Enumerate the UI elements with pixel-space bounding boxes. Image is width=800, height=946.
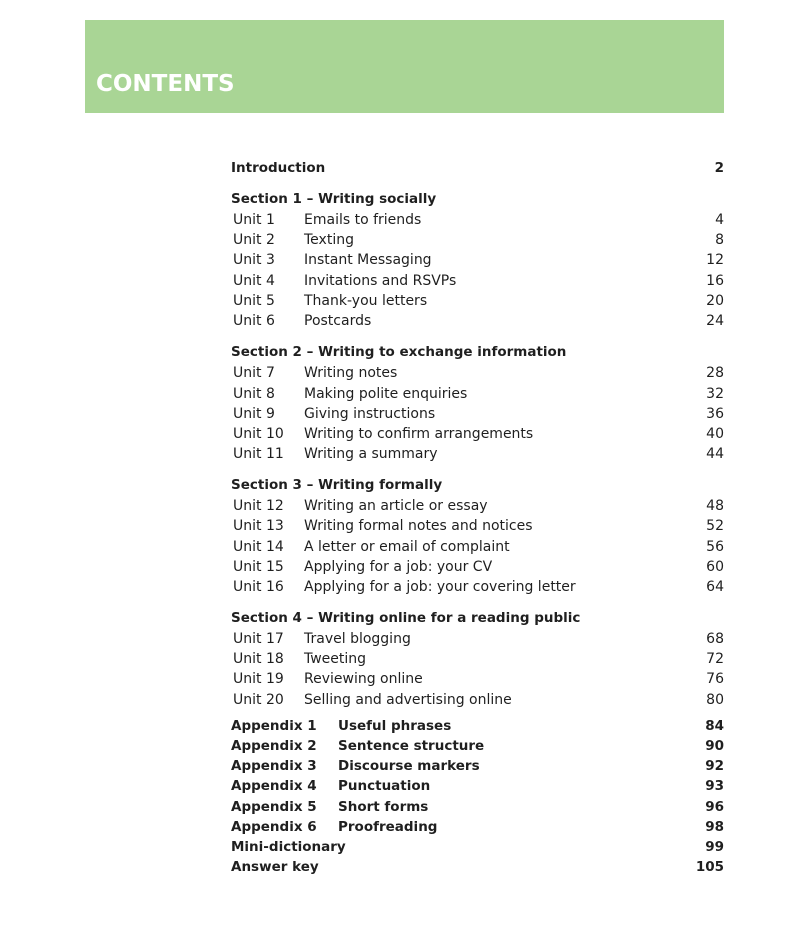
- unit-title: Making polite enquiries: [304, 386, 468, 402]
- section-heading-text: Section 2 – Writing to exchange information: [231, 344, 567, 360]
- unit-page: 60: [706, 559, 724, 575]
- appendix-number: Appendix 3: [231, 758, 317, 774]
- section-heading-text: Section 3 – Writing formally: [231, 477, 443, 493]
- appendix-row: [231, 716, 724, 736]
- unit-row: [231, 649, 724, 669]
- unit-title: Invitations and RSVPs: [304, 273, 457, 289]
- unit-title: Giving instructions: [304, 406, 436, 422]
- toc-page-number: 2: [714, 160, 724, 176]
- unit-number: Unit 19: [233, 671, 284, 687]
- back-matter-row: [231, 837, 724, 857]
- unit-row: [231, 250, 724, 270]
- appendix-page: 93: [705, 778, 724, 794]
- toc-intro-label: Introduction: [231, 160, 326, 176]
- unit-page: 20: [706, 293, 724, 309]
- unit-title: Writing formal notes and notices: [304, 518, 533, 534]
- appendix-page: 98: [705, 819, 724, 835]
- back-matter-label: Mini-dictionary: [231, 839, 346, 855]
- unit-title: Emails to friends: [304, 212, 422, 228]
- unit-number: Unit 16: [233, 579, 284, 595]
- appendix-row: [231, 756, 724, 776]
- unit-page: 28: [706, 365, 724, 381]
- unit-title: Writing to confirm arrangements: [304, 426, 534, 442]
- unit-row: [231, 230, 724, 250]
- unit-row: [231, 404, 724, 424]
- appendix-title: Short forms: [338, 799, 429, 815]
- unit-number: Unit 3: [233, 252, 275, 268]
- unit-title: Writing a summary: [304, 446, 438, 462]
- unit-number: Unit 13: [233, 518, 284, 534]
- contents-banner: [85, 20, 724, 113]
- unit-title: Selling and advertising online: [304, 692, 512, 708]
- unit-row: [231, 291, 724, 311]
- unit-number: Unit 4: [233, 273, 275, 289]
- section-heading: [231, 608, 724, 628]
- unit-page: 76: [706, 671, 724, 687]
- unit-number: Unit 6: [233, 313, 275, 329]
- section-heading: [231, 342, 724, 362]
- unit-number: Unit 18: [233, 651, 284, 667]
- unit-number: Unit 2: [233, 232, 275, 248]
- unit-title: Applying for a job: your CV: [304, 559, 493, 575]
- appendix-title: Useful phrases: [338, 718, 452, 734]
- unit-number: Unit 14: [233, 539, 284, 555]
- unit-title: Tweeting: [304, 651, 367, 667]
- appendix-number: Appendix 6: [231, 819, 317, 835]
- unit-title: Writing an article or essay: [304, 498, 488, 514]
- appendix-title: Proofreading: [338, 819, 438, 835]
- unit-row: [231, 496, 724, 516]
- unit-title: Texting: [304, 232, 354, 248]
- unit-page: 4: [715, 212, 724, 228]
- appendix-row: [231, 797, 724, 817]
- unit-page: 48: [706, 498, 724, 514]
- unit-page: 64: [706, 579, 724, 595]
- back-matter-page: 105: [695, 859, 724, 875]
- section-heading-text: Section 1 – Writing socially: [231, 191, 437, 207]
- section-heading: [231, 189, 724, 209]
- appendix-title: Sentence structure: [338, 738, 485, 754]
- unit-number: Unit 10: [233, 426, 284, 442]
- unit-row: [231, 424, 724, 444]
- unit-row: [231, 311, 724, 331]
- unit-number: Unit 7: [233, 365, 275, 381]
- unit-title: Instant Messaging: [304, 252, 432, 268]
- unit-number: Unit 9: [233, 406, 275, 422]
- unit-number: Unit 11: [233, 446, 284, 462]
- unit-page: 68: [706, 631, 724, 647]
- appendix-number: Appendix 5: [231, 799, 317, 815]
- unit-title: A letter or email of complaint: [304, 539, 510, 555]
- unit-page: 72: [706, 651, 724, 667]
- appendix-row: [231, 736, 724, 756]
- unit-title: Applying for a job: your covering letter: [304, 579, 576, 595]
- toc-intro-row: [231, 158, 724, 178]
- unit-page: 80: [706, 692, 724, 708]
- unit-row: [231, 537, 724, 557]
- unit-number: Unit 17: [233, 631, 284, 647]
- unit-number: Unit 15: [233, 559, 284, 575]
- appendix-number: Appendix 1: [231, 718, 317, 734]
- appendix-page: 96: [705, 799, 724, 815]
- appendix-title: Punctuation: [338, 778, 431, 794]
- appendix-number: Appendix 2: [231, 738, 317, 754]
- unit-row: [231, 516, 724, 536]
- unit-number: Unit 1: [233, 212, 275, 228]
- appendix-page: 84: [705, 718, 724, 734]
- unit-row: [231, 629, 724, 649]
- unit-title: Thank-you letters: [304, 293, 428, 309]
- unit-row: [231, 210, 724, 230]
- unit-row: [231, 271, 724, 291]
- unit-title: Postcards: [304, 313, 372, 329]
- back-matter-page: 99: [705, 839, 724, 855]
- unit-page: 16: [706, 273, 724, 289]
- page-title: CONTENTS: [96, 71, 235, 97]
- appendix-row: [231, 776, 724, 796]
- unit-number: Unit 5: [233, 293, 275, 309]
- unit-row: [231, 577, 724, 597]
- appendix-title: Discourse markers: [338, 758, 480, 774]
- unit-row: [231, 557, 724, 577]
- unit-row: [231, 690, 724, 710]
- unit-page: 8: [715, 232, 724, 248]
- appendix-row: [231, 817, 724, 837]
- unit-title: Reviewing online: [304, 671, 423, 687]
- unit-page: 24: [706, 313, 724, 329]
- unit-row: [231, 669, 724, 689]
- appendix-number: Appendix 4: [231, 778, 317, 794]
- appendix-page: 90: [705, 738, 724, 754]
- back-matter-label: Answer key: [231, 859, 319, 875]
- unit-title: Travel blogging: [304, 631, 411, 647]
- back-matter-row: [231, 857, 724, 877]
- unit-row: [231, 384, 724, 404]
- section-heading-text: Section 4 – Writing online for a reading public: [231, 610, 581, 626]
- appendix-page: 92: [705, 758, 724, 774]
- unit-page: 40: [706, 426, 724, 442]
- unit-page: 52: [706, 518, 724, 534]
- unit-row: [231, 444, 724, 464]
- unit-page: 36: [706, 406, 724, 422]
- unit-number: Unit 20: [233, 692, 284, 708]
- unit-row: [231, 363, 724, 383]
- unit-page: 12: [706, 252, 724, 268]
- unit-page: 44: [706, 446, 724, 462]
- section-heading: [231, 475, 724, 495]
- unit-number: Unit 12: [233, 498, 284, 514]
- unit-page: 56: [706, 539, 724, 555]
- unit-page: 32: [706, 386, 724, 402]
- unit-title: Writing notes: [304, 365, 398, 381]
- unit-number: Unit 8: [233, 386, 275, 402]
